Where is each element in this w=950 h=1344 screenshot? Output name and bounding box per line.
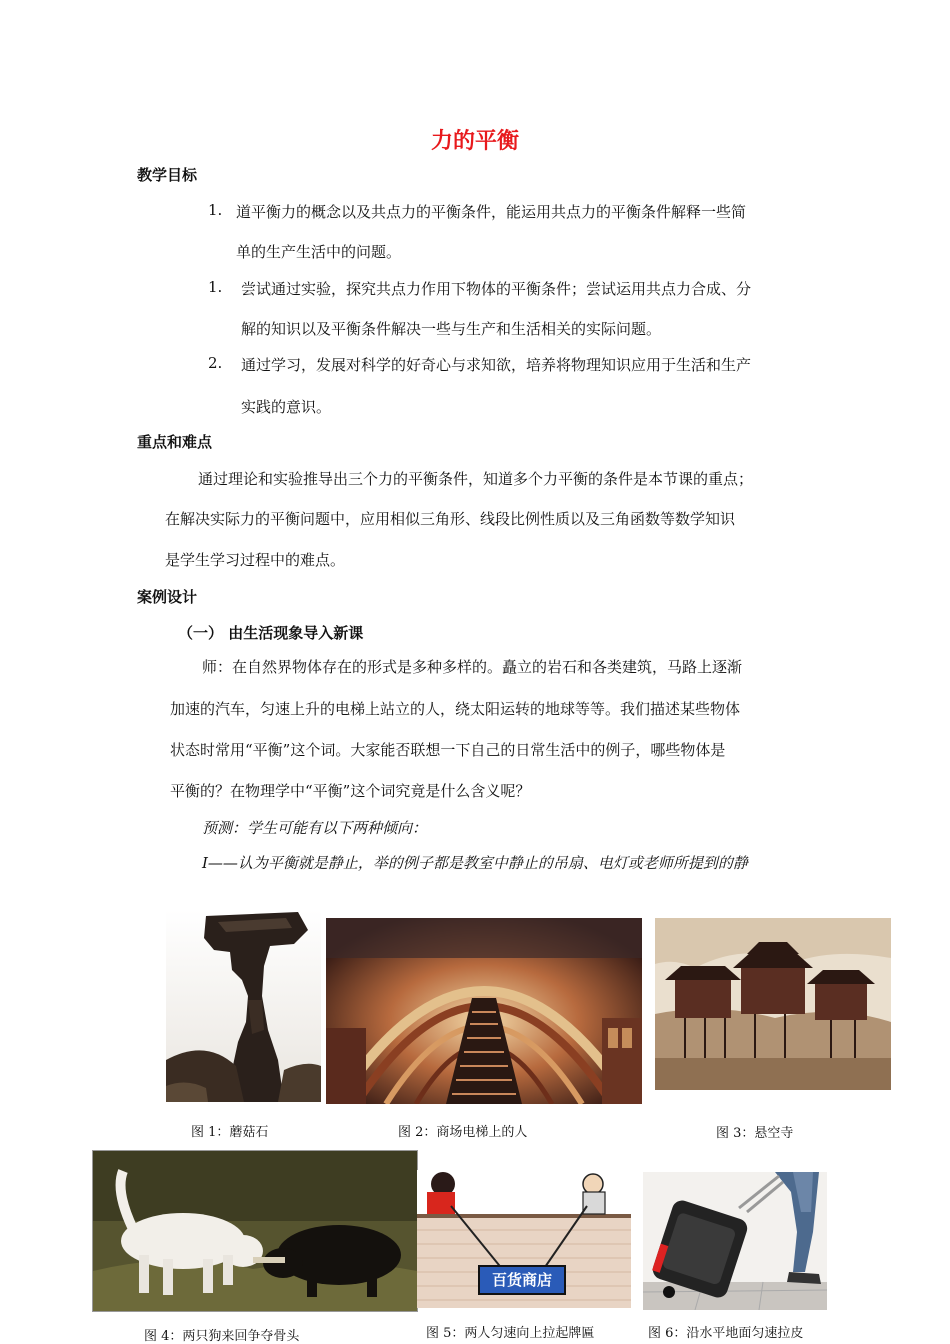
case-paragraph-line-4: 平衡的？在物理学中“平衡”这个词究竟是什么含义呢？ (170, 782, 531, 800)
figure-4-caption: 图 4：两只狗来回争夺骨头 (144, 1329, 300, 1344)
figure-1-caption: 图 1：蘑菇石 (191, 1125, 269, 1140)
tendency-1-text: I——认为平衡就是静止，举的例子都是教室中静止的吊扇、电灯或老师所提到的静 (202, 854, 748, 872)
keypoints-line-2: 在解决实际力的平衡问题中，应用相似三角形、线段比例性质以及三角函数等数学知识 (165, 510, 736, 528)
prediction-text: 预测：学生可能有以下两种倾向： (202, 819, 428, 837)
objective-1-line2: 单的生产生活中的问题。 (236, 243, 402, 261)
mushroom-rock-image (166, 910, 321, 1102)
figure-5-caption: 图 5：两人匀速向上拉起牌匾 (426, 1326, 595, 1341)
case-paragraph-line-3: 状态时常用“平衡”这个词。大家能否联想一下自己的日常生活中的例子，哪些物体是 (170, 741, 726, 759)
keypoints-line-3: 是学生学习过程中的难点。 (165, 551, 346, 569)
objectives-heading: 教学目标 (137, 166, 198, 184)
escalator-image (326, 918, 642, 1104)
objective-3-line1: 通过学习，发展对科学的好奇心与求知欲，培养将物理知识应用于生活和生产 (241, 356, 752, 374)
keypoints-line-1: 通过理论和实验推导出三个力的平衡条件，知道多个力平衡的条件是本节课的重点； (198, 470, 754, 488)
figure-3-caption: 图 3：悬空寺 (716, 1126, 794, 1141)
objective-1-num: 1. (208, 201, 223, 219)
objective-2-num: 1. (208, 278, 223, 296)
signboard-text: 百货商店 (491, 1271, 552, 1289)
luggage-image (643, 1172, 827, 1310)
objective-2-line1: 尝试通过实验，探究共点力作用下物体的平衡条件；尝试运用共点力合成、分 (241, 280, 752, 298)
case-design-subheading: （一） 由生活现象导入新课 (178, 624, 364, 642)
case-paragraph-line-2: 加速的汽车，匀速上升的电梯上站立的人，绕太阳运转的地球等等。我们描述某些物体 (170, 700, 741, 718)
objective-1-line1: 道平衡力的概念以及共点力的平衡条件，能运用共点力的平衡条件解释一些简 (236, 203, 747, 221)
objective-2-line2: 解的知识以及平衡条件解决一些与生产和生活相关的实际问题。 (241, 320, 662, 338)
objective-3-line2: 实践的意识。 (241, 398, 332, 416)
case-design-heading: 案例设计 (137, 588, 198, 606)
hanging-temple-image (655, 918, 891, 1090)
case-paragraph-line-1: 师：在自然界物体存在的形式是多种多样的。矗立的岩石和各类建筑，马路上逐渐 (202, 658, 743, 676)
page-title: 力的平衡 (430, 129, 519, 154)
objective-3-num: 2. (208, 354, 223, 372)
figure-2-caption: 图 2：商场电梯上的人 (398, 1125, 528, 1140)
figure-6-caption: 图 6：沿水平地面匀速拉皮 (648, 1326, 804, 1341)
two-people-signboard-image (417, 1170, 631, 1308)
dogs-tug-image (92, 1150, 418, 1312)
keypoints-heading: 重点和难点 (137, 433, 213, 451)
